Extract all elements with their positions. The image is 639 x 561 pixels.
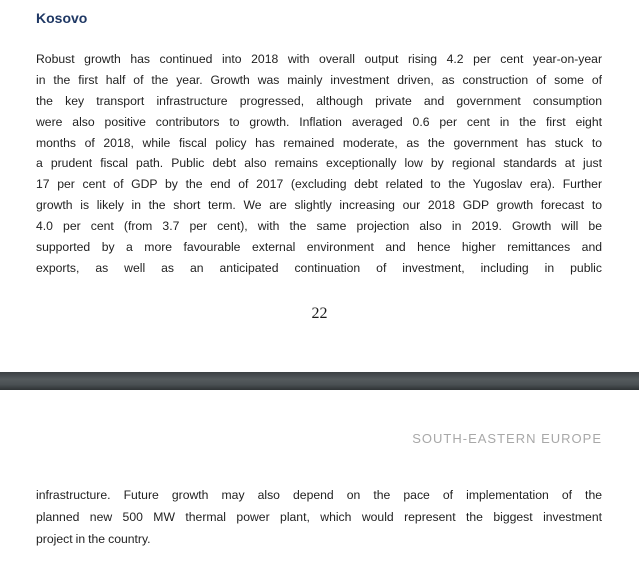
paragraph-line: in the first half of the year. Growth was mainly investment driven, as construction of some of xyxy=(36,72,602,87)
paragraph-line: supported by a more favourable external environment and hence higher remittances and xyxy=(36,240,602,255)
paragraph-line: Robust growth has continued into 2018 with overall output rising 4.2 per cent year-on-year xyxy=(36,52,602,66)
paragraph-line: growth is likely in the short term. We are slightly increasing our 2018 GDP growth forecast to xyxy=(36,198,602,213)
running-header: SOUTH-EASTERN EUROPE xyxy=(412,431,602,446)
paragraph-line: 17 per cent of GDP by the end of 2017 (excluding debt related to the Yugoslav era). Further xyxy=(36,177,602,192)
paragraph-line: infrastructure. Future growth may also depend on the pace of implementation of the xyxy=(36,488,602,502)
paragraph-line: planned new 500 MW thermal power plant, which would represent the biggest investment xyxy=(36,510,602,524)
paragraph-line: 4.0 per cent (from 3.7 per cent), with the same projection also in 2019. Growth will be xyxy=(36,219,602,234)
paragraph-line: were also positive contributors to growth. Inflation averaged 0.6 per cent in the first eight xyxy=(36,114,602,129)
section-heading: Kosovo xyxy=(36,10,88,26)
paragraph-line: a prudent fiscal path. Public debt also remains exceptionally low by regional standards at just xyxy=(36,156,602,171)
paragraph-line: months of 2018, while fiscal policy has remained moderate, as the government has stuck to xyxy=(36,135,602,150)
paragraph-page1 xyxy=(36,49,602,279)
page-separator-bar xyxy=(0,372,639,390)
paragraph-line: exports, as well as an anticipated continuation of investment, including in public xyxy=(36,260,602,275)
paragraph-line: the key transport infrastructure progressed, although private and government consumption xyxy=(36,93,602,108)
paragraph-page2 xyxy=(36,484,602,550)
page-number: 22 xyxy=(311,305,328,322)
paragraph-line: project in the country. xyxy=(36,532,151,546)
